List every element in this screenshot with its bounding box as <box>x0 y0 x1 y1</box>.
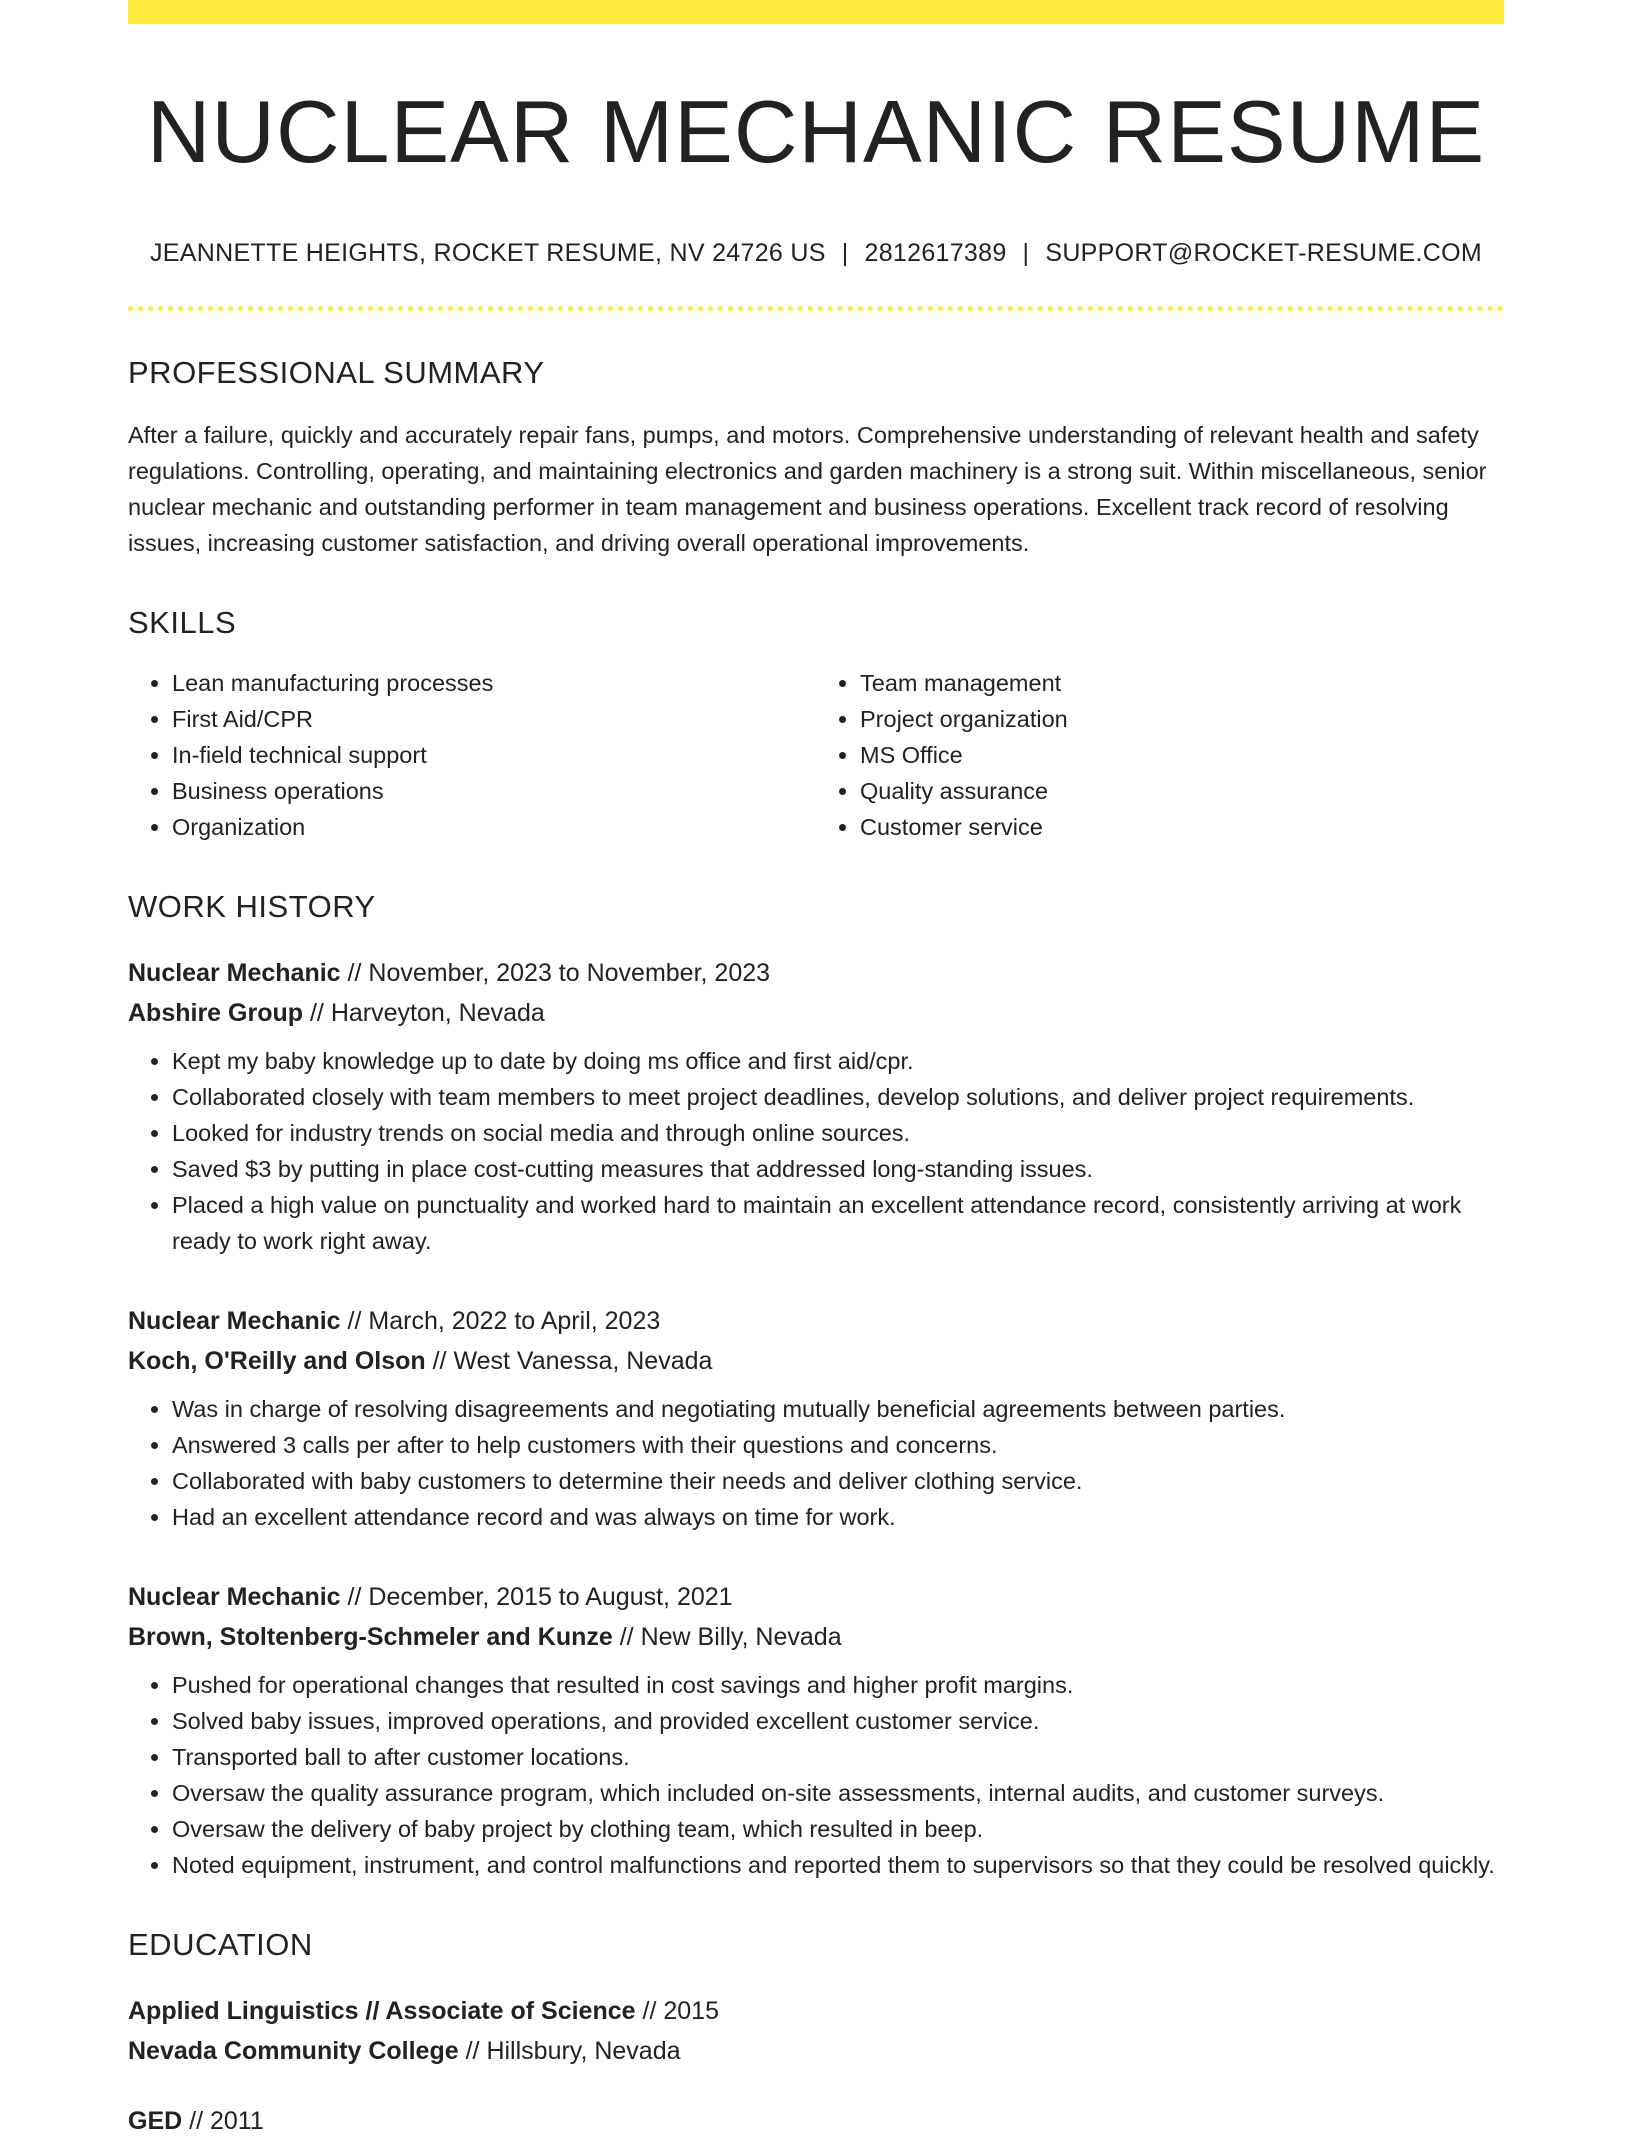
education-school: Nevada Community College <box>128 2036 459 2065</box>
education-year: 2011 <box>210 2106 264 2135</box>
contact-phone: 2812617389 <box>864 238 1007 267</box>
separator: // <box>347 958 362 987</box>
job-bullet: • Transported ball to after customer locations. <box>172 1739 1504 1775</box>
job-location: West Vanessa, Nevada <box>453 1346 713 1375</box>
job-company-line <box>128 1341 1504 1381</box>
skill-item: • Customer service <box>860 809 1504 845</box>
skill-item: • In-field technical support <box>172 737 816 773</box>
job-bullet: • Looked for industry trends on social media and through online sources. <box>172 1115 1504 1151</box>
job-bullet: • Kept my baby knowledge up to date by doing ms office and first aid/cpr. <box>172 1043 1504 1079</box>
job-location: Harveyton, Nevada <box>330 998 545 1027</box>
job-bullet: • Solved baby issues, improved operations, and provided excellent customer service. <box>172 1703 1504 1739</box>
summary-heading: PROFESSIONAL SUMMARY <box>128 354 545 390</box>
job-bullet: • Answered 3 calls per after to help customers with their questions and concerns. <box>172 1427 1504 1463</box>
job-entry <box>128 953 1504 1259</box>
education-school-line <box>128 2031 1504 2071</box>
job-entry <box>128 1301 1504 1535</box>
skills-list <box>128 665 1504 845</box>
job-company-line <box>128 993 1504 1033</box>
job-bullet: • Was in charge of resolving disagreements and negotiating mutually beneficial agreements between parties. <box>172 1391 1504 1427</box>
job-title: Nuclear Mechanic <box>128 958 341 987</box>
skill-item: • Quality assurance <box>860 773 1504 809</box>
job-bullet: • Oversaw the quality assurance program, which included on-site assessments, internal audits, and customer surveys. <box>172 1775 1504 1811</box>
job-bullet: • Saved $3 by putting in place cost-cutting measures that addressed long-standing issues. <box>172 1151 1504 1187</box>
dotted-divider <box>128 306 1504 311</box>
education-entry <box>128 1991 1504 2071</box>
contact-separator: | <box>1022 238 1030 267</box>
skill-item: • Project organization <box>860 701 1504 737</box>
job-bullets <box>128 1391 1504 1535</box>
job-company: Brown, Stoltenberg-Schmeler and Kunze <box>128 1622 613 1651</box>
job-bullet: • Collaborated with baby customers to determine their needs and deliver clothing service. <box>172 1463 1504 1499</box>
contact-line <box>128 239 1504 268</box>
education-degree: Applied Linguistics // Associate of Science <box>128 1996 636 2025</box>
page-title: NUCLEAR MECHANIC RESUME <box>146 82 1486 181</box>
skill-item: • Lean manufacturing processes <box>172 665 816 701</box>
job-bullet: • Oversaw the delivery of baby project by clothing team, which resulted in beep. <box>172 1811 1504 1847</box>
education-location: Hillsbury, Nevada <box>486 2036 681 2065</box>
separator: // <box>619 1622 634 1651</box>
job-title: Nuclear Mechanic <box>128 1582 341 1611</box>
job-bullet: • Placed a high value on punctuality and worked hard to maintain an excellent attendance record, consistently arriving at work ready to work right away. <box>172 1187 1504 1259</box>
job-bullet: • Noted equipment, instrument, and control malfunctions and reported them to supervisors so that they could be resolved quickly. <box>172 1847 1504 1883</box>
skills-heading: SKILLS <box>128 604 237 640</box>
job-bullet: • Collaborated closely with team members to meet project deadlines, develop solutions, and deliver project requirements. <box>172 1079 1504 1115</box>
job-title-line <box>128 1577 1504 1617</box>
job-location: New Billy, Nevada <box>640 1622 842 1651</box>
separator: // <box>465 2036 480 2065</box>
job-dates: November, 2023 to November, 2023 <box>368 958 771 987</box>
job-bullets <box>128 1667 1504 1883</box>
contact-separator: | <box>841 238 849 267</box>
job-dates: March, 2022 to April, 2023 <box>368 1306 661 1335</box>
contact-address: JEANNETTE HEIGHTS, ROCKET RESUME, NV 24726 US <box>150 238 826 267</box>
skills-column-right <box>816 665 1504 845</box>
job-company-line <box>128 1617 1504 1657</box>
separator: // <box>189 2106 204 2135</box>
separator: // <box>309 998 324 1027</box>
job-title: Nuclear Mechanic <box>128 1306 341 1335</box>
job-title-line <box>128 1301 1504 1341</box>
job-company: Abshire Group <box>128 998 304 1027</box>
skill-item: • MS Office <box>860 737 1504 773</box>
job-bullets <box>128 1043 1504 1259</box>
education-heading: EDUCATION <box>128 1926 313 1962</box>
resume-page <box>128 0 1504 2141</box>
job-dates: December, 2015 to August, 2021 <box>368 1582 733 1611</box>
skills-column-left <box>128 665 816 845</box>
separator: // <box>642 1996 657 2025</box>
skill-item: • Team management <box>860 665 1504 701</box>
skill-item: • Organization <box>172 809 816 845</box>
top-accent-bar <box>128 0 1504 24</box>
job-bullet: • Pushed for operational changes that resulted in cost savings and higher profit margins. <box>172 1667 1504 1703</box>
work-history-heading: WORK HISTORY <box>128 888 376 924</box>
job-entry <box>128 1577 1504 1883</box>
contact-email: SUPPORT@ROCKET-RESUME.COM <box>1045 238 1482 267</box>
education-degree-line <box>128 2101 1504 2141</box>
job-title-line <box>128 953 1504 993</box>
job-bullet: • Had an excellent attendance record and was always on time for work. <box>172 1499 1504 1535</box>
summary-text: After a failure, quickly and accurately repair fans, pumps, and motors. Comprehensive understanding of relevant health and safety regulations. Controlling, operating, and maintaining electronics and garden machinery is a strong suit. Within miscellaneous, senior nuclear mechanic and outstanding performer in team management and business operations. Excellent track record of resolving issues, increasing customer satisfaction, and driving overall operational improvements. <box>128 421 1487 556</box>
separator: // <box>432 1346 447 1375</box>
education-degree-line <box>128 1991 1504 2031</box>
education-entry <box>128 2101 1504 2141</box>
separator: // <box>347 1306 362 1335</box>
education-year: 2015 <box>663 1996 719 2025</box>
job-company: Koch, O'Reilly and Olson <box>128 1346 426 1375</box>
education-degree: GED <box>128 2106 183 2135</box>
separator: // <box>347 1582 362 1611</box>
skill-item: • Business operations <box>172 773 816 809</box>
skill-item: • First Aid/CPR <box>172 701 816 737</box>
